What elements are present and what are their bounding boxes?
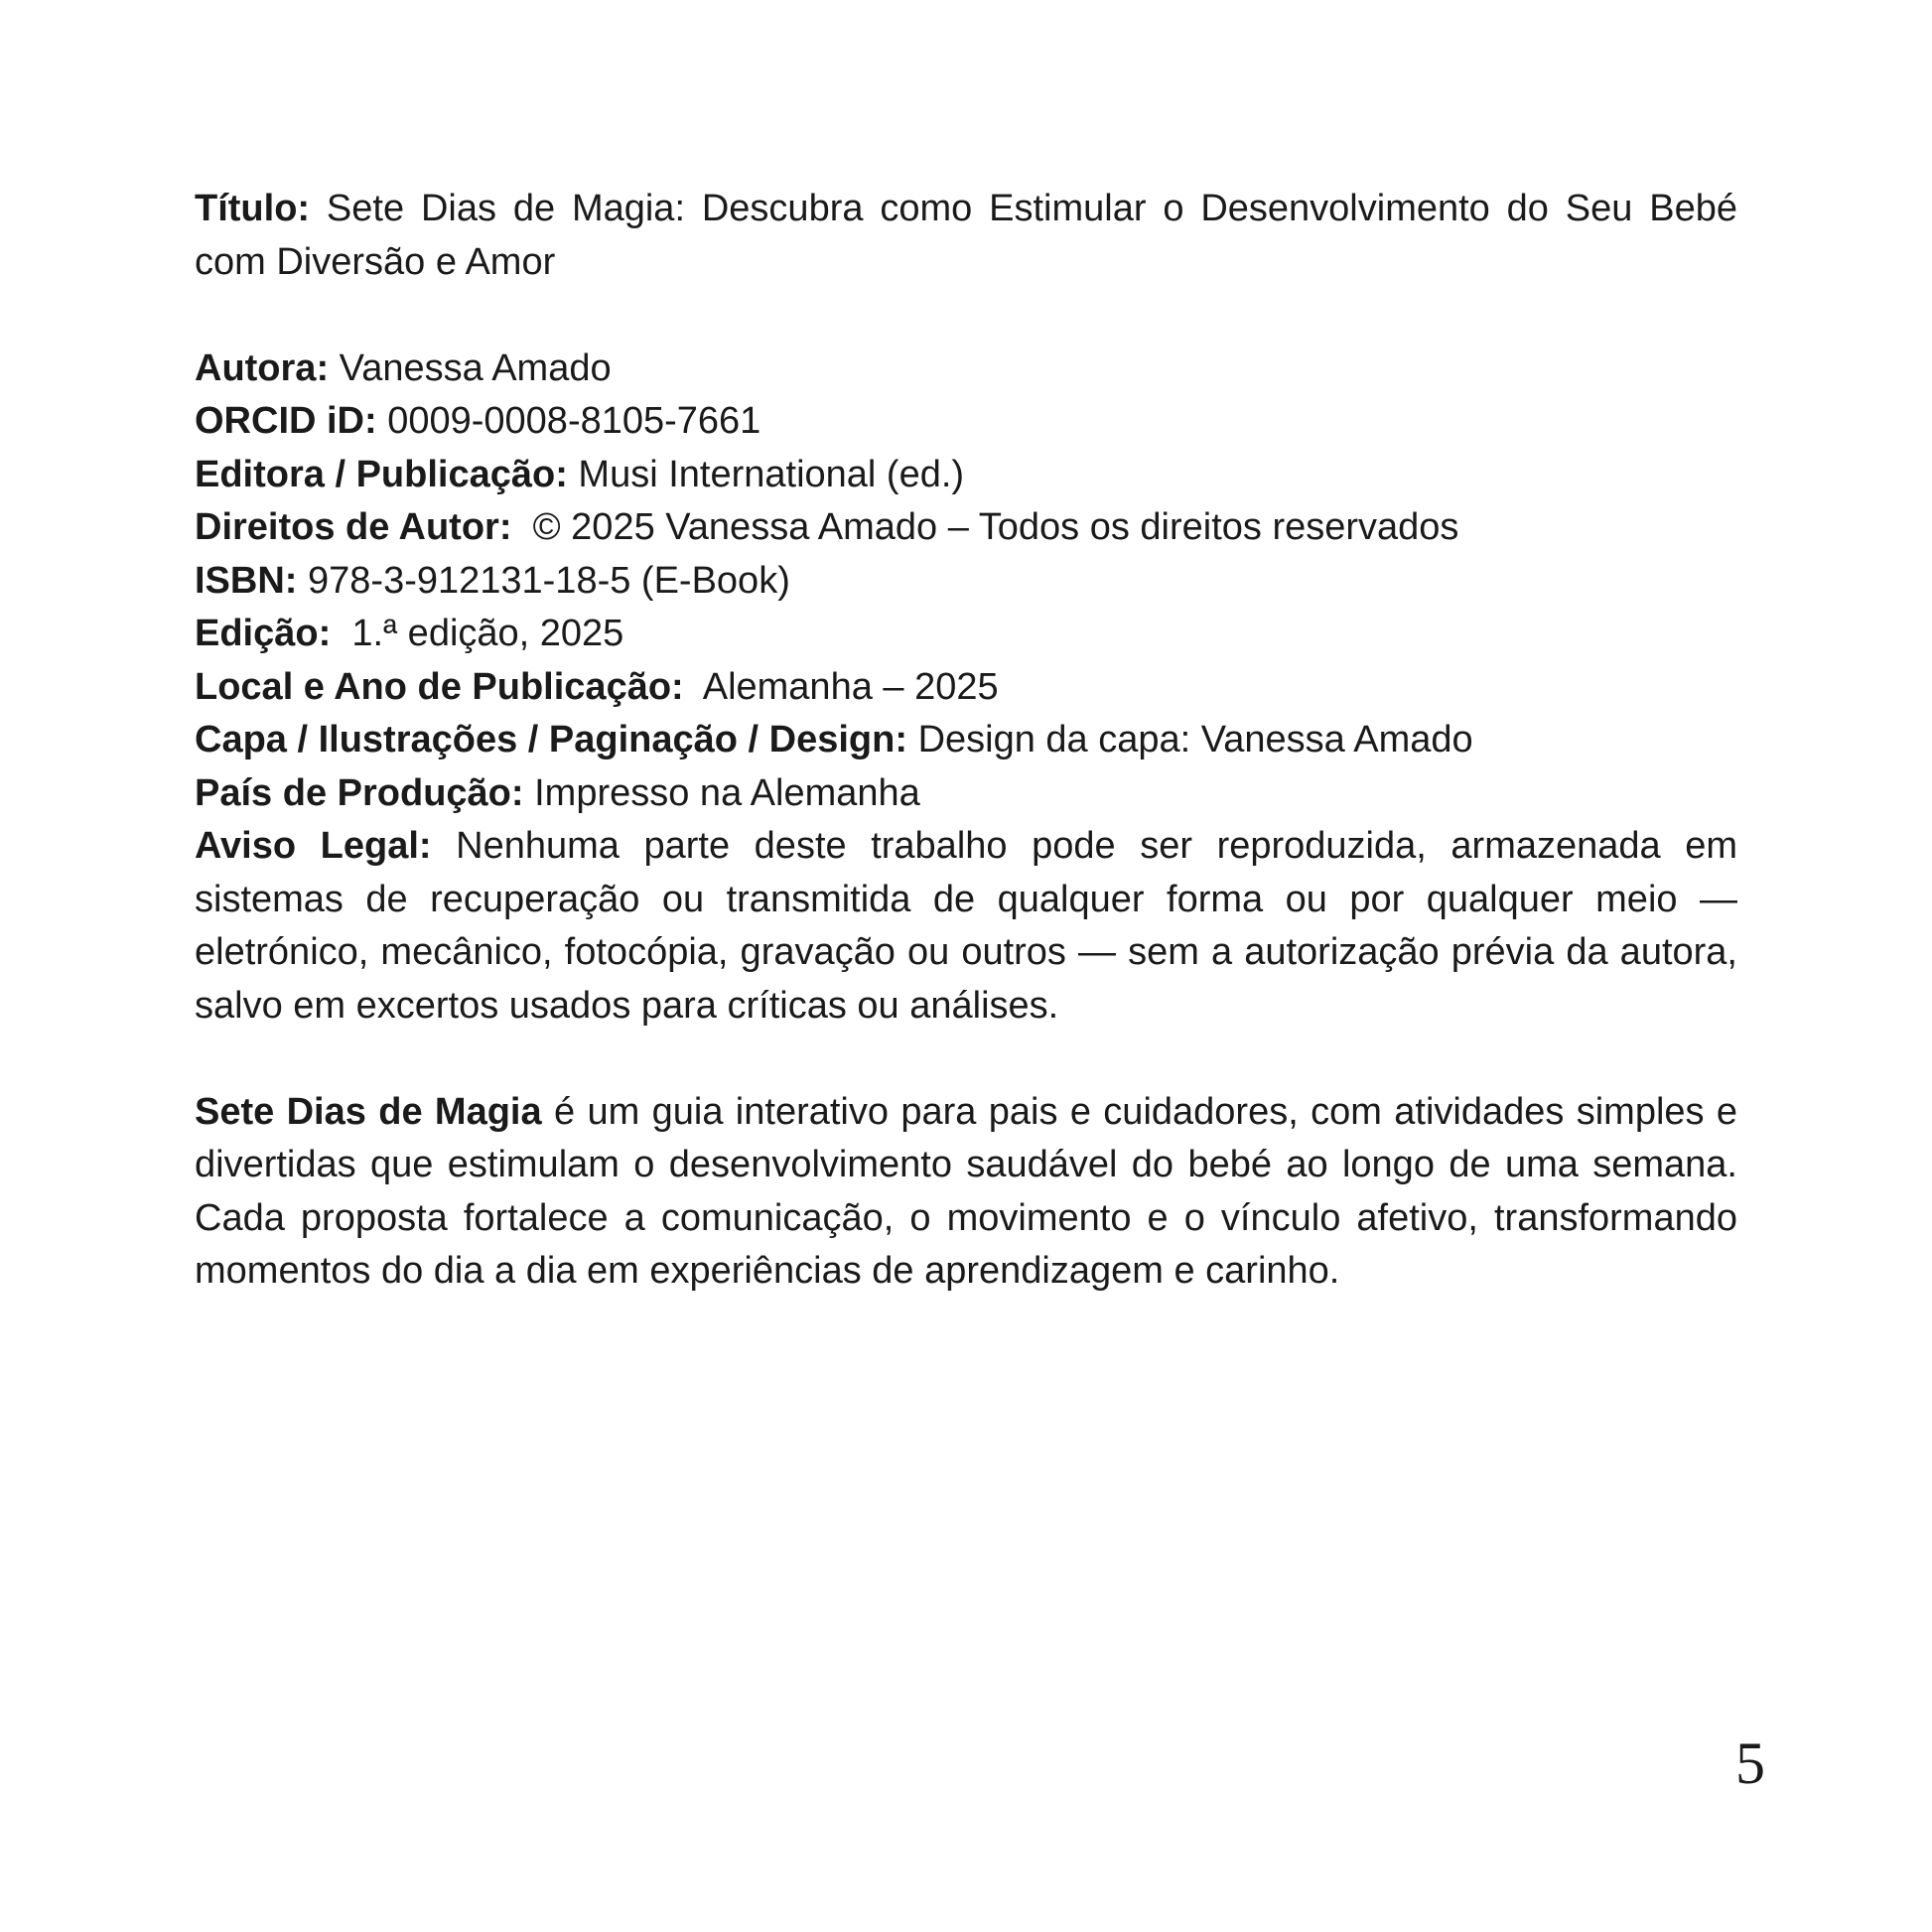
metadata-row-copyright [195,501,1737,555]
metadata-label: Direitos de Autor: [195,506,512,548]
book-description [195,1086,1737,1299]
metadata-value: 1.ª edição, 2025 [331,613,624,654]
metadata-block [195,343,1737,821]
metadata-row-isbn [195,555,1737,609]
metadata-row-publisher [195,449,1737,502]
legal-notice-text: Nenhuma parte deste trabalho pode ser reproduzida, armazenada em sistemas de recuperação ou transmitida de qualquer forma ou por qualquer meio — eletrónico, mecânico, fotocópia, gravação ou outros — sem a autorização prévia da autora, salvo em excertos usados para críticas ou análises. [195,825,1738,1027]
metadata-label: Autora: [195,346,330,389]
metadata-value: Alemanha – 2025 [683,665,999,708]
metadata-label: Editora / Publicação: [195,453,568,495]
metadata-label: ORCID iD: [195,400,377,442]
metadata-row-design [195,714,1737,767]
title-text: Sete Dias de Magia: Descubra como Estimular o Desenvolvimento do Seu Bebé com Diversão e Amor [195,188,1737,283]
metadata-value: 0009-0008-8105-7661 [376,400,761,442]
spacer [195,1033,1737,1086]
metadata-value: Impresso na Alemanha [523,771,920,814]
metadata-label: Local e Ano de Publicação: [195,665,684,708]
spacer [195,289,1737,343]
metadata-value: 978-3-912131-18-5 (E-Book) [297,559,790,602]
metadata-label: Capa / Ilustrações / Paginação / Design: [195,719,908,760]
title-paragraph [195,183,1737,289]
metadata-value: © 2025 Vanessa Amado – Todos os direitos reservados [511,506,1459,548]
metadata-row-edition [195,608,1737,661]
metadata-label: País de Produção: [195,771,524,814]
legal-notice-label: Aviso Legal: [195,825,432,867]
metadata-label: Edição: [195,613,332,654]
metadata-label: ISBN: [195,559,298,602]
colophon-content [195,183,1737,1299]
metadata-row-place-year [195,661,1737,715]
book-description-label: Sete Dias de Magia [195,1090,542,1133]
metadata-value: Vanessa Amado [329,346,612,389]
book-description-text: é um guia interativo para pais e cuidadores, com atividades simples e divertidas que estimulam o desenvolvimento saudável do bebé ao longo de uma semana. Cada proposta fortalece a comunicação, o movimento e o vínculo afetivo, transformando momentos do dia a dia em experiências de aprendizagem e carinho. [195,1090,1738,1292]
metadata-row-orcid [195,395,1737,449]
metadata-value: Musi International (ed.) [567,453,965,495]
page-number: 5 [1735,1730,1765,1796]
metadata-value: Design da capa: Vanessa Amado [907,719,1473,760]
legal-notice [195,820,1737,1033]
title-label: Título: [195,188,311,229]
metadata-row-author [195,343,1737,396]
metadata-row-production-country [195,767,1737,821]
